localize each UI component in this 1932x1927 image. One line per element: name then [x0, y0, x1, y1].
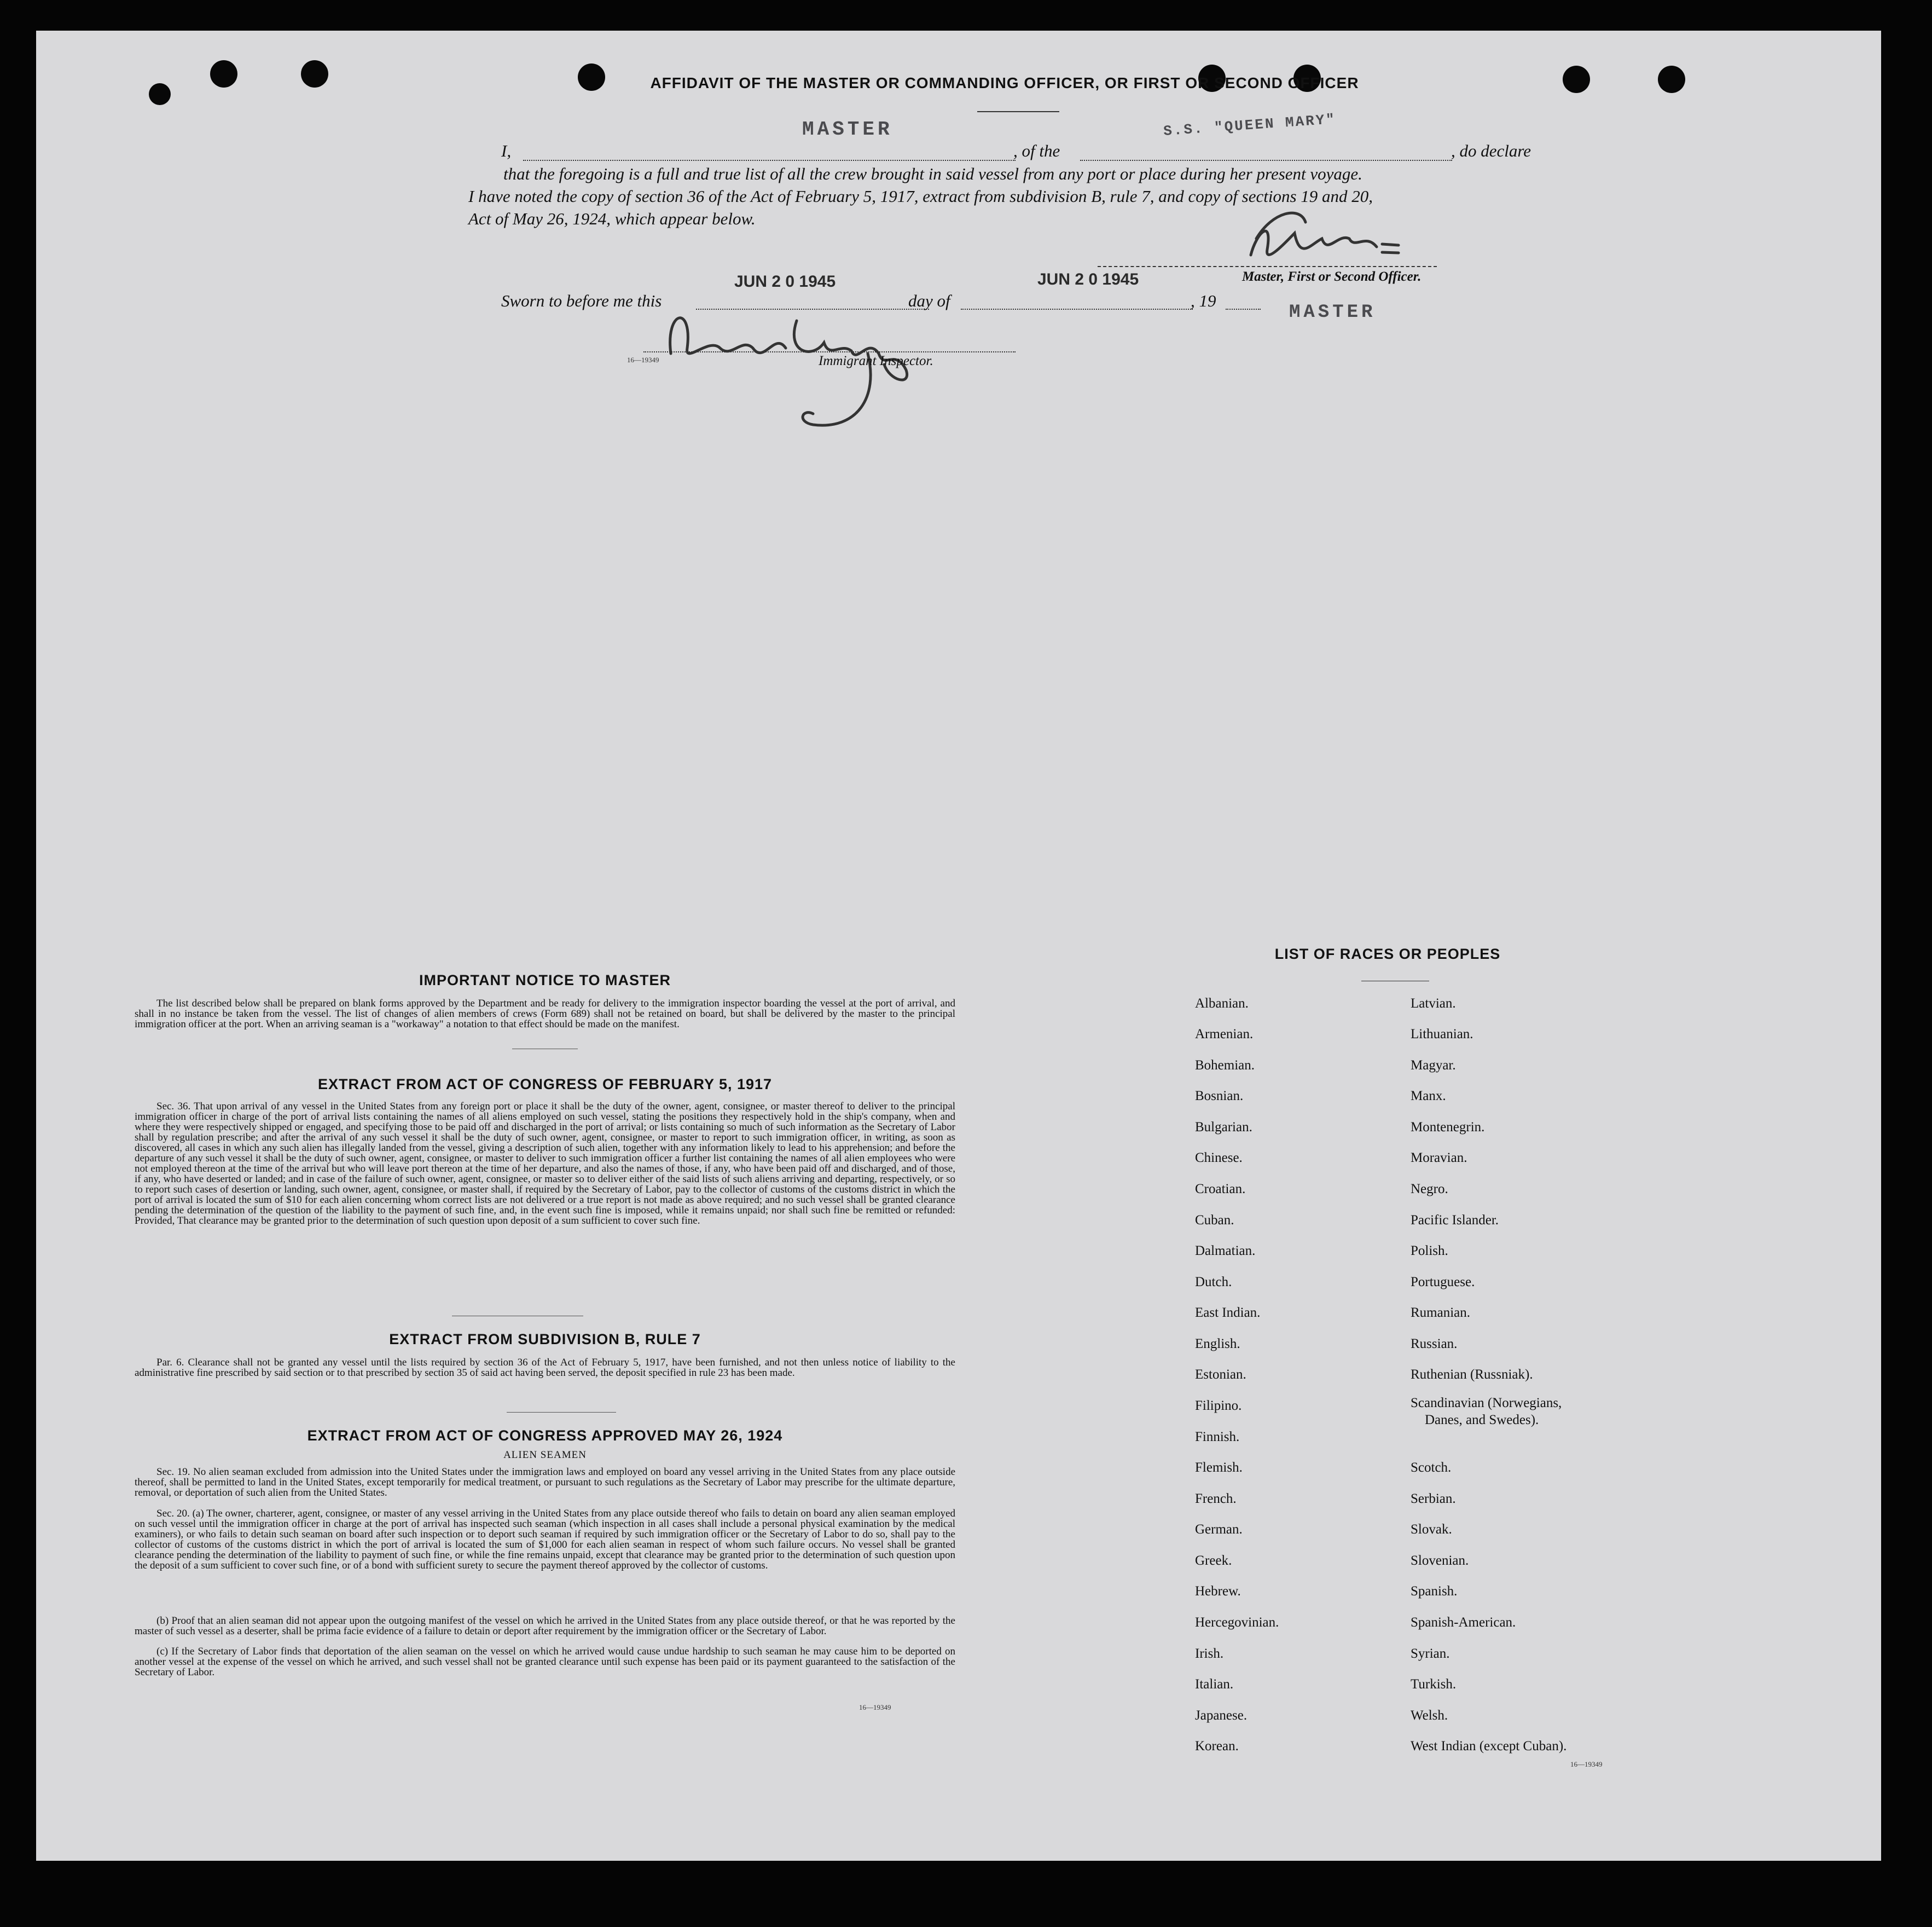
race-item: Danes, and Swedes). — [1425, 1413, 1539, 1427]
date-stamp-right: JUN 2 0 1945 — [1037, 270, 1139, 288]
form-number-top: 16—19349 — [627, 356, 659, 364]
race-item: Montenegrin. — [1411, 1120, 1485, 1135]
race-item: Russian. — [1411, 1336, 1458, 1351]
affidavit-of-the-label: , of the — [1013, 141, 1060, 160]
race-item: Bulgarian. — [1195, 1120, 1252, 1135]
race-item: Portuguese. — [1411, 1275, 1475, 1289]
race-item: Croatian. — [1195, 1182, 1246, 1196]
race-item: Moravian. — [1411, 1150, 1467, 1165]
race-item: Greek. — [1195, 1553, 1232, 1568]
affidavit-i-label: I, — [501, 141, 512, 160]
races-title: LIST OF RACES OR PEOPLES — [1274, 946, 1501, 962]
race-item: Japanese. — [1195, 1708, 1248, 1723]
race-item: Albanian. — [1195, 996, 1249, 1011]
race-item: Flemish. — [1195, 1460, 1243, 1475]
race-item: English. — [1195, 1336, 1240, 1351]
race-item: Welsh. — [1411, 1708, 1448, 1723]
affidavit-body-line-1: that the foregoing is a full and true list of all the crew brought in said vessel from any port or place during her present voyage. — [503, 164, 1362, 183]
race-item: West Indian (except Cuban). — [1411, 1739, 1567, 1754]
race-item: Bohemian. — [1195, 1058, 1255, 1073]
form-number-notice: 16—19349 — [859, 1703, 891, 1711]
alien-seamen-subtitle: ALIEN SEAMEN — [503, 1449, 587, 1461]
race-item: Korean. — [1195, 1739, 1239, 1754]
extract-rule7-text: Par. 6. Clearance shall not be granted any vessel until the lists required by section 36 of the Act of February 5, 1917, have been furnished, and not then unless notice of liability to the administrative fine prescribed by said section or to that prescribed by section 35 of said act having been served, the deposit specified in rule 23 has been made. — [135, 1357, 955, 1379]
race-item: Bosnian. — [1195, 1089, 1244, 1103]
race-item: Armenian. — [1195, 1027, 1254, 1041]
race-item: Spanish. — [1411, 1584, 1458, 1599]
punch-hole — [301, 60, 328, 88]
affidavit-declare-label: , do declare — [1451, 141, 1531, 160]
race-item: Hebrew. — [1195, 1584, 1241, 1599]
race-item: Dutch. — [1195, 1275, 1232, 1289]
document-page — [36, 31, 1881, 1861]
race-item: French. — [1195, 1491, 1237, 1506]
punch-hole — [1658, 66, 1685, 93]
sec-20a-text: Sec. 20. (a) The owner, charterer, agent, consignee, or master of any vessel arriving in the United States from any place outside thereof who fails to detain on board any alien seaman employed on such vessel until the immigration officer in charge at the port of arrival has inspected such seaman (which inspection in all cases shall include a personal physical examination by the medical examiners), or who fails to detain such seaman on board after such inspection or to deport such seaman if required by such immigration officer or the Secretary of Labor to do so, shall pay to the collector of customs of the customs district in which the port of arrival is located the sum of $1,000 for each alien seaman in respect of whom such failure occurs. No vessel shall be granted clearance pending the determination of the liability to payment of such fine, or while the fine remains unpaid, except that clearance may be granted prior to the determination of such question upon the deposit of a sum sufficient to cover such fine, or of a bond with sufficient surety to secure the payment thereof approved by the collector of customs. — [135, 1508, 955, 1571]
sworn-year-field — [1226, 309, 1261, 310]
punch-hole — [1563, 66, 1590, 93]
sec-19-text: Sec. 19. No alien seaman excluded from admission into the United States under the immigration laws and employed on board any vessel arriving in the United States from any place outside thereof, shall be permitted to land in the United States, except temporarily for medical treatment, or pursuant to such regulations as the Secretary of Labor may prescribe for the ultimate departure, removal, or deportation of such alien from the United States. — [135, 1466, 955, 1498]
race-item: Scandinavian (Norwegians, — [1411, 1396, 1562, 1410]
race-item: Latvian. — [1411, 996, 1456, 1011]
race-item: Slovenian. — [1411, 1553, 1469, 1568]
year-label: , 19 — [1191, 291, 1216, 310]
sec-20b-text: (b) Proof that an alien seaman did not appear upon the outgoing manifest of the vessel on which he arrived in the United States from any place outside thereof, or that he was reported by the master of such vessel as a deserter, shall be prima facie evidence of a failure to detain or deport after requirement by the immigration officer or the Secretary of Labor. — [135, 1615, 955, 1637]
officer-caption: Master, First or Second Officer. — [1242, 269, 1422, 284]
race-item: Rumanian. — [1411, 1305, 1471, 1320]
extract-rule7-title: EXTRACT FROM SUBDIVISION B, RULE 7 — [389, 1331, 701, 1347]
punch-hole — [210, 60, 237, 88]
race-item: Slovak. — [1411, 1522, 1452, 1537]
race-item: East Indian. — [1195, 1305, 1261, 1320]
sec-20c-text: (c) If the Secretary of Labor finds that deportation of the alien seaman on the vessel on which he arrived would cause undue hardship to such seaman he may cause him to be deported on another vessel at the expense of the vessel on which he arrived, and such vessel shall not be granted clearance until such expense has been paid or its payment guaranteed to the satisfaction of the Secretary of Labor. — [135, 1646, 955, 1678]
extract-1917-text: Sec. 36. That upon arrival of any vessel in the United States from any foreign port or place it shall be the duty of the owner, agent, consignee, or master thereof to deliver to the principal immigration officer in charge of the port of arrival lists containing the names of all aliens employed on such vessel, stating the positions they respectively hold in the ship's company, when and where they were respectively shipped or engaged, and specifying those to be paid off and discharged in the port of arrival; or lists containing so much of such information as the Secretary of Labor shall by regulation prescribe; and after the arrival of any such vessel it shall be the duty of such owner, agent, consignee, or master to report to such immigration officer, in writing, as soon as discovered, all cases in which any such alien has illegally landed from the vessel, giving a description of such alien, together with any information likely to lead to his apprehension; and before the departure of any such vessel it shall be the duty of such owner, agent, consignee, or master to deliver to such immigration officer a further list containing the names of all alien employees who were not employed thereon at the time of the arrival but who will leave port thereon at the time of her departure, and also the names of those, if any, who have been paid off and discharged, and of those, if any, who have deserted or landed; and in case of the failure of such owner, agent, consignee, or master so to deliver either of the said lists of such aliens arriving and departing, respectively, or so to report such cases of desertion or landing, such owner, agent, consignee, or master shall, if required by the Secretary of Labor, pay to the collector of customs of the customs district in which the port of arrival is located the sum of $10 for each alien concerning whom correct lists are not delivered or a true report is not made as above required; and no such vessel shall be granted clearance pending the determination of the question of the liability to the payment of such fine, and, in the event such fine is imposed, while it remains unpaid; nor shall such fine be remitted or refunded: Provided, That clearance may be granted prior to the determination of such question upon deposit of a sum sufficient to cover such fine. — [135, 1101, 955, 1226]
race-item: Hercegovinian. — [1195, 1615, 1279, 1630]
sworn-label: Sworn to before me this — [501, 291, 662, 310]
race-item: Estonian. — [1195, 1367, 1246, 1382]
extract-1917-title: EXTRACT FROM ACT OF CONGRESS OF FEBRUARY 5, 1917 — [317, 1076, 773, 1092]
extract-1924-title: EXTRACT FROM ACT OF CONGRESS APPROVED MAY 26, 1924 — [307, 1427, 783, 1444]
race-item: Turkish. — [1411, 1677, 1457, 1692]
day-of-label: day of — [908, 291, 950, 310]
date-stamp-left: JUN 2 0 1945 — [734, 273, 836, 291]
important-notice-text: The list described below shall be prepared on blank forms approved by the Department and be ready for delivery to the immigration inspector boarding the vessel at the port of arrival, and shall in no instance be taken from the vessel. The list of changes of alien members of crews (Form 689) shall not be retained on board, but shall be delivered by the master to the principal immigration officer at the port. When an arriving seaman is a "workaway" a notation to that effect should be made on the manifest. — [135, 998, 955, 1030]
race-item: Chinese. — [1195, 1150, 1243, 1165]
race-item: Ruthenian (Russniak). — [1411, 1367, 1533, 1382]
sworn-month-field — [961, 309, 1193, 310]
race-item: Scotch. — [1411, 1460, 1452, 1475]
race-item: Filipino. — [1195, 1398, 1242, 1413]
race-item: German. — [1195, 1522, 1243, 1537]
affidavit-title: AFFIDAVIT OF THE MASTER OR COMMANDING OFFICER, OR FIRST OR SECOND OFFICER — [650, 74, 1359, 91]
race-item: Italian. — [1195, 1677, 1234, 1692]
race-item: Spanish-American. — [1411, 1615, 1516, 1630]
master-name-field — [523, 160, 1016, 161]
race-item: Finnish. — [1195, 1430, 1240, 1444]
affidavit-body-line-2: I have noted the copy of section 36 of the Act of February 5, 1917, extract from subdivision B, rule 7, and copy of sections 19 and 20, — [468, 187, 1373, 206]
race-item: Negro. — [1411, 1182, 1448, 1196]
race-item: Cuban. — [1195, 1213, 1234, 1228]
officer-signature-line — [1098, 266, 1437, 267]
master-stamp-lower: MASTER — [1289, 302, 1376, 323]
race-item: Pacific Islander. — [1411, 1213, 1499, 1228]
title-underline — [977, 111, 1059, 112]
vessel-stamp: S.S. "QUEEN MARY" — [1163, 111, 1337, 140]
race-item: Dalmatian. — [1195, 1243, 1256, 1258]
inspector-caption: Immigrant Inspector. — [819, 354, 933, 368]
race-item: Irish. — [1195, 1646, 1224, 1661]
race-item: Syrian. — [1411, 1646, 1450, 1661]
race-item: Manx. — [1411, 1089, 1446, 1103]
affidavit-body-line-3: Act of May 26, 1924, which appear below. — [468, 209, 756, 228]
inspector-signature-line — [643, 351, 1016, 352]
divider — [507, 1412, 616, 1413]
race-item: Lithuanian. — [1411, 1027, 1473, 1041]
master-stamp: MASTER — [802, 118, 893, 141]
vessel-name-field — [1080, 160, 1452, 161]
form-number-races: 16—19349 — [1570, 1760, 1603, 1768]
race-item: Polish. — [1411, 1243, 1448, 1258]
inspector-signature — [649, 288, 955, 452]
punch-hole — [149, 83, 171, 105]
race-item: Magyar. — [1411, 1058, 1456, 1073]
race-item: Serbian. — [1411, 1491, 1456, 1506]
important-notice-title: IMPORTANT NOTICE TO MASTER — [419, 972, 671, 988]
